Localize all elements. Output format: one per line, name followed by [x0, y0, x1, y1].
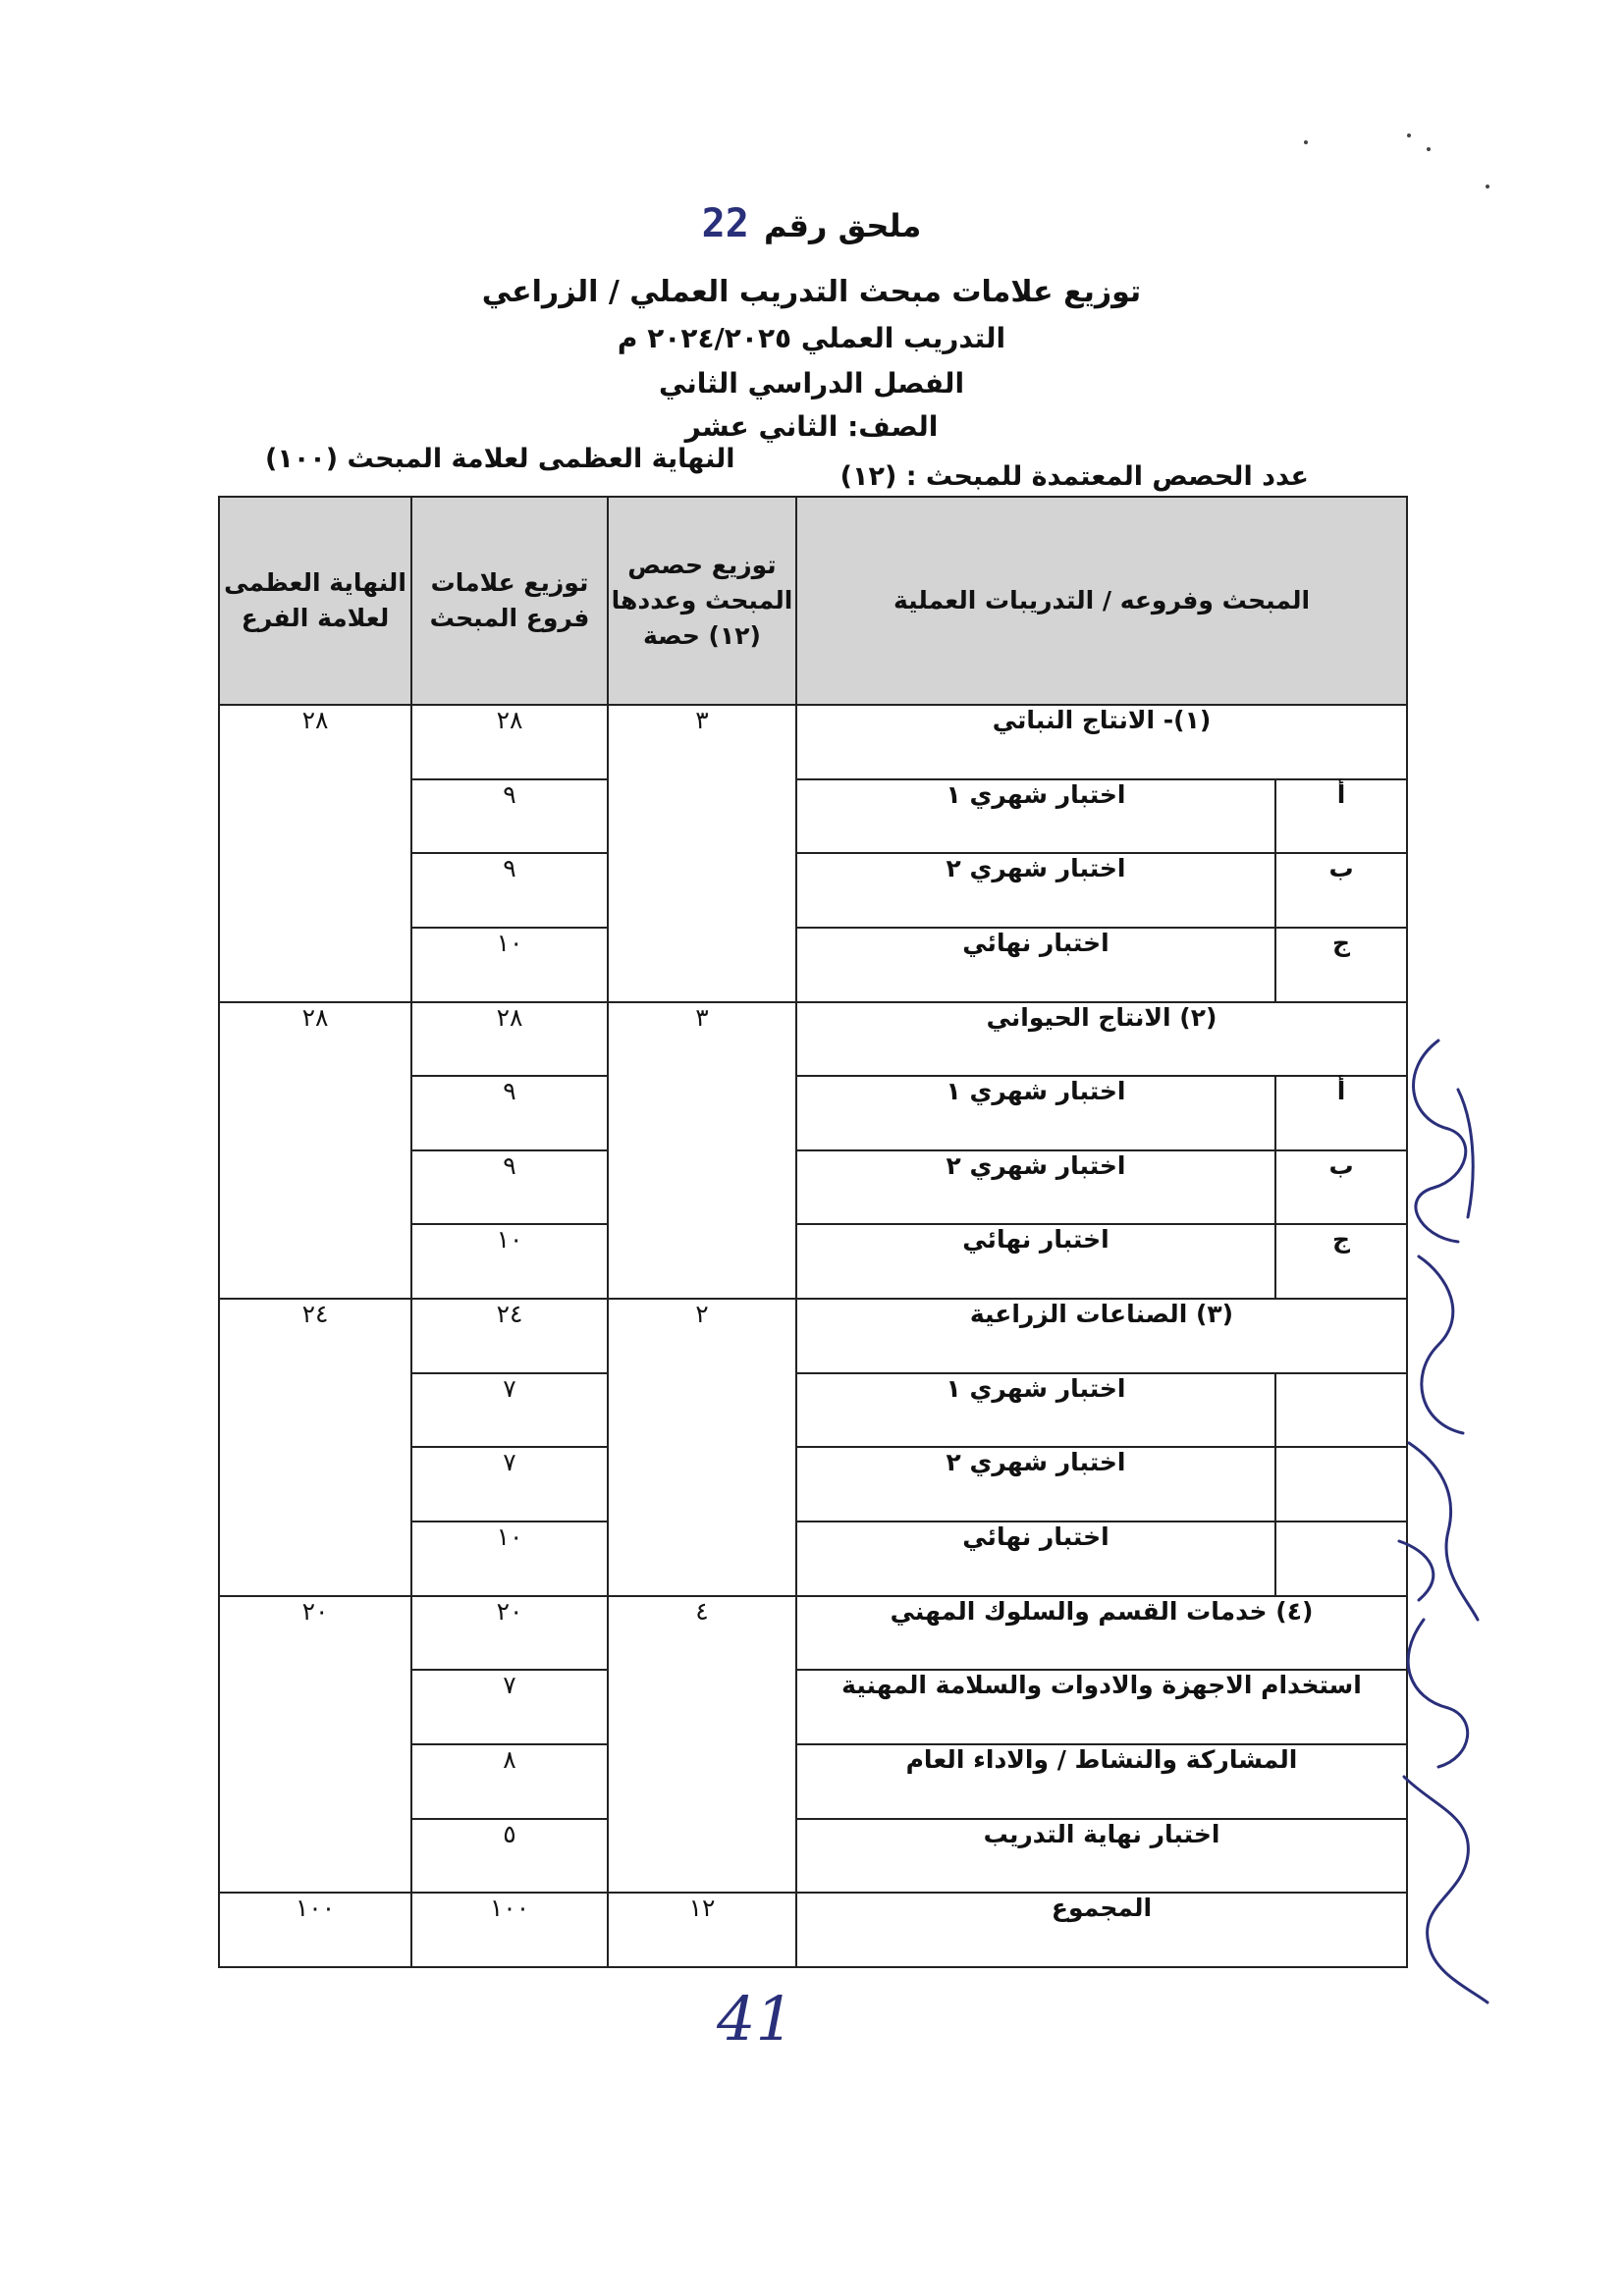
total-periods: ١٢ — [608, 1893, 796, 1967]
section-max: ٢٠ — [219, 1596, 411, 1894]
section-periods: ٢ — [608, 1299, 796, 1596]
annex-number: 22 — [701, 201, 749, 246]
marks-table — [218, 496, 1408, 1968]
document-title: توزيع علامات مبحث التدريب العملي / الزراعي — [481, 275, 1142, 309]
item-name: اختبار شهري ٢ — [796, 1150, 1275, 1225]
grade-line: الصف: الثاني عشر — [684, 410, 939, 443]
item-name: اختبار نهائي — [796, 928, 1275, 1002]
item-name: اختبار شهري ٢ — [796, 1447, 1275, 1522]
item-name: اختبار شهري ١ — [796, 1373, 1275, 1448]
item-name: اختبار شهري ١ — [796, 1076, 1275, 1150]
header-periods: توزيع حصص المبحث وعددها (١٢) حصة — [608, 497, 796, 705]
item-name: استخدام الاجهزة والادوات والسلامة المهنية — [796, 1670, 1407, 1744]
item-mark: ٧ — [411, 1447, 608, 1522]
item-mark: ٧ — [411, 1670, 608, 1744]
header-max: النهاية العظمى لعلامة الفرع — [219, 497, 411, 705]
item-letter: ج — [1275, 1224, 1407, 1299]
section-title: (١)- الانتاج النباتي — [796, 705, 1407, 779]
section-total: ٢٤ — [411, 1299, 608, 1373]
item-name: اختبار نهائي — [796, 1224, 1275, 1299]
section-title: (٤) خدمات القسم والسلوك المهني — [796, 1596, 1407, 1671]
header-branches: توزيع علامات فروع المبحث — [411, 497, 608, 705]
total-row — [219, 1893, 1407, 1967]
table-header-row — [219, 497, 1407, 705]
item-name: اختبار شهري ١ — [796, 779, 1275, 854]
section-row — [219, 705, 1407, 779]
total-max: ١٠٠ — [219, 1893, 411, 1967]
max-mark-line: النهاية العظمى لعلامة المبحث (١٠٠) — [265, 444, 735, 474]
year-line: التدريب العملي ٢٠٢٤/٢٠٢٥ م — [617, 322, 1006, 354]
item-mark: ١٠ — [411, 928, 608, 1002]
item-mark: ٥ — [411, 1819, 608, 1894]
item-name: اختبار شهري ٢ — [796, 853, 1275, 928]
item-mark: ٩ — [411, 1076, 608, 1150]
section-total: ٢٠ — [411, 1596, 608, 1671]
section-title: (٣) الصناعات الزراعية — [796, 1299, 1407, 1373]
item-letter: أ — [1275, 1076, 1407, 1150]
item-mark: ١٠ — [411, 1522, 608, 1596]
section-row — [219, 1596, 1407, 1671]
item-name: اختبار نهاية التدريب — [796, 1819, 1407, 1894]
handwritten-signature — [1380, 1031, 1497, 2012]
periods-line: عدد الحصص المعتمدة للمبحث : (١٢) — [839, 461, 1309, 492]
section-max: ٢٨ — [219, 705, 411, 1002]
page-number: 41 — [717, 1983, 794, 2055]
section-row — [219, 1002, 1407, 1077]
item-mark: ٨ — [411, 1744, 608, 1819]
item-mark: ٧ — [411, 1373, 608, 1448]
total-marks: ١٠٠ — [411, 1893, 608, 1967]
item-name: المشاركة والنشاط / والاداء العام — [796, 1744, 1407, 1819]
section-periods: ٣ — [608, 705, 796, 1002]
item-mark: ٩ — [411, 779, 608, 854]
item-letter: ب — [1275, 853, 1407, 928]
section-periods: ٤ — [608, 1596, 796, 1894]
header-subject: المبحث وفروعه / التدريبات العملية — [796, 497, 1407, 705]
section-max: ٢٨ — [219, 1002, 411, 1300]
item-mark: ٩ — [411, 853, 608, 928]
item-name: اختبار نهائي — [796, 1522, 1275, 1596]
annex-label-text: ملحق رقم — [763, 207, 922, 244]
item-mark: ١٠ — [411, 1224, 608, 1299]
total-label: المجموع — [796, 1893, 1407, 1967]
section-row — [219, 1299, 1407, 1373]
item-letter: ج — [1275, 928, 1407, 1002]
section-total: ٢٨ — [411, 1002, 608, 1077]
section-max: ٢٤ — [219, 1299, 411, 1596]
section-title: (٢) الانتاج الحيواني — [796, 1002, 1407, 1077]
item-mark: ٩ — [411, 1150, 608, 1225]
section-periods: ٣ — [608, 1002, 796, 1300]
scan-specks — [1296, 128, 1512, 216]
item-letter: ب — [1275, 1150, 1407, 1225]
semester-line: الفصل الدراسي الثاني — [658, 367, 965, 400]
item-letter: أ — [1275, 779, 1407, 854]
section-total: ٢٨ — [411, 705, 608, 779]
